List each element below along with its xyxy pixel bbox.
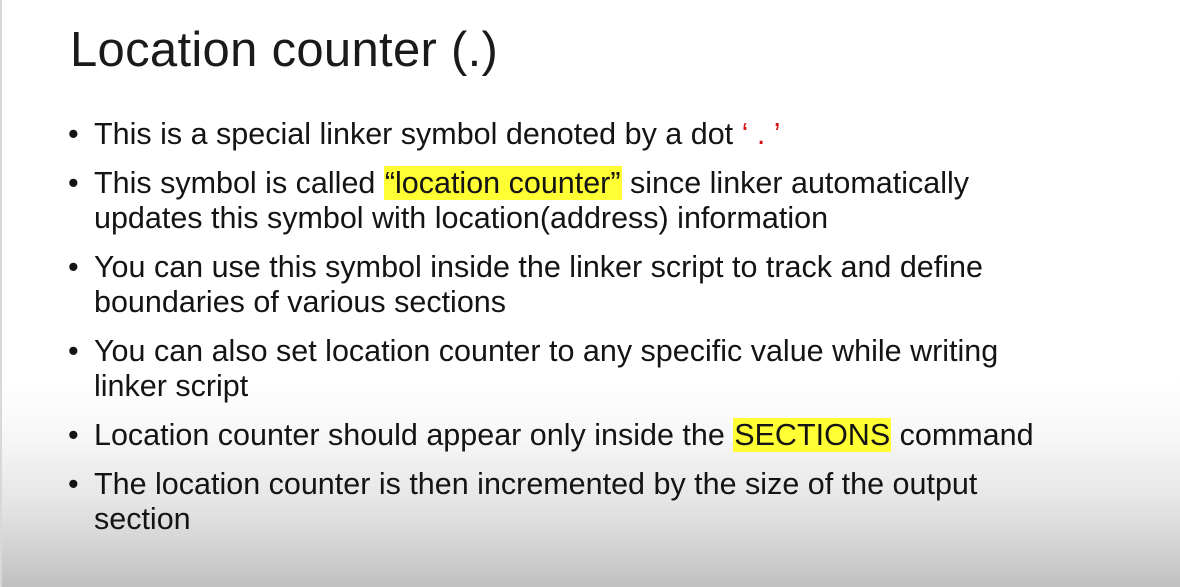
bullet-2-text-after: since linker automatically bbox=[621, 166, 970, 200]
bullet-5-text-after: command bbox=[891, 418, 1034, 452]
bullet-6-line-1: The location counter is then incremented by the size of the output bbox=[94, 467, 978, 501]
dot-symbol: ‘ . ’ bbox=[741, 117, 781, 151]
bullet-4-line-1: You can also set location counter to any specific value while writing bbox=[94, 334, 999, 368]
bullet-3-line-2: boundaries of various sections bbox=[94, 285, 506, 319]
bullet-item-2 bbox=[68, 166, 1158, 236]
bullet-item-6 bbox=[68, 467, 1158, 537]
bullet-2-text-before: This symbol is called bbox=[94, 166, 384, 200]
bullet-1-text: This is a special linker symbol denoted by a dot bbox=[94, 117, 742, 151]
bullet-item-5 bbox=[68, 418, 1158, 453]
bullet-5-text-before: Location counter should appear only inside the bbox=[94, 418, 734, 452]
bullet-6-line-2: section bbox=[94, 502, 191, 536]
slide-title: Location counter (.) bbox=[70, 23, 499, 77]
bullet-item-4 bbox=[68, 334, 1158, 404]
bullet-item-3 bbox=[68, 250, 1158, 320]
bullet-item-1 bbox=[68, 117, 1158, 152]
bullet-2-line-2: updates this symbol with location(address) information bbox=[94, 201, 829, 235]
bullet-list bbox=[68, 117, 1158, 551]
highlight-location-counter: “location counter” bbox=[384, 166, 621, 200]
bullet-4-line-2: linker script bbox=[94, 369, 249, 403]
highlight-sections: SECTIONS bbox=[734, 418, 891, 452]
bullet-3-line-1: You can use this symbol inside the linker script to track and define bbox=[94, 250, 983, 284]
